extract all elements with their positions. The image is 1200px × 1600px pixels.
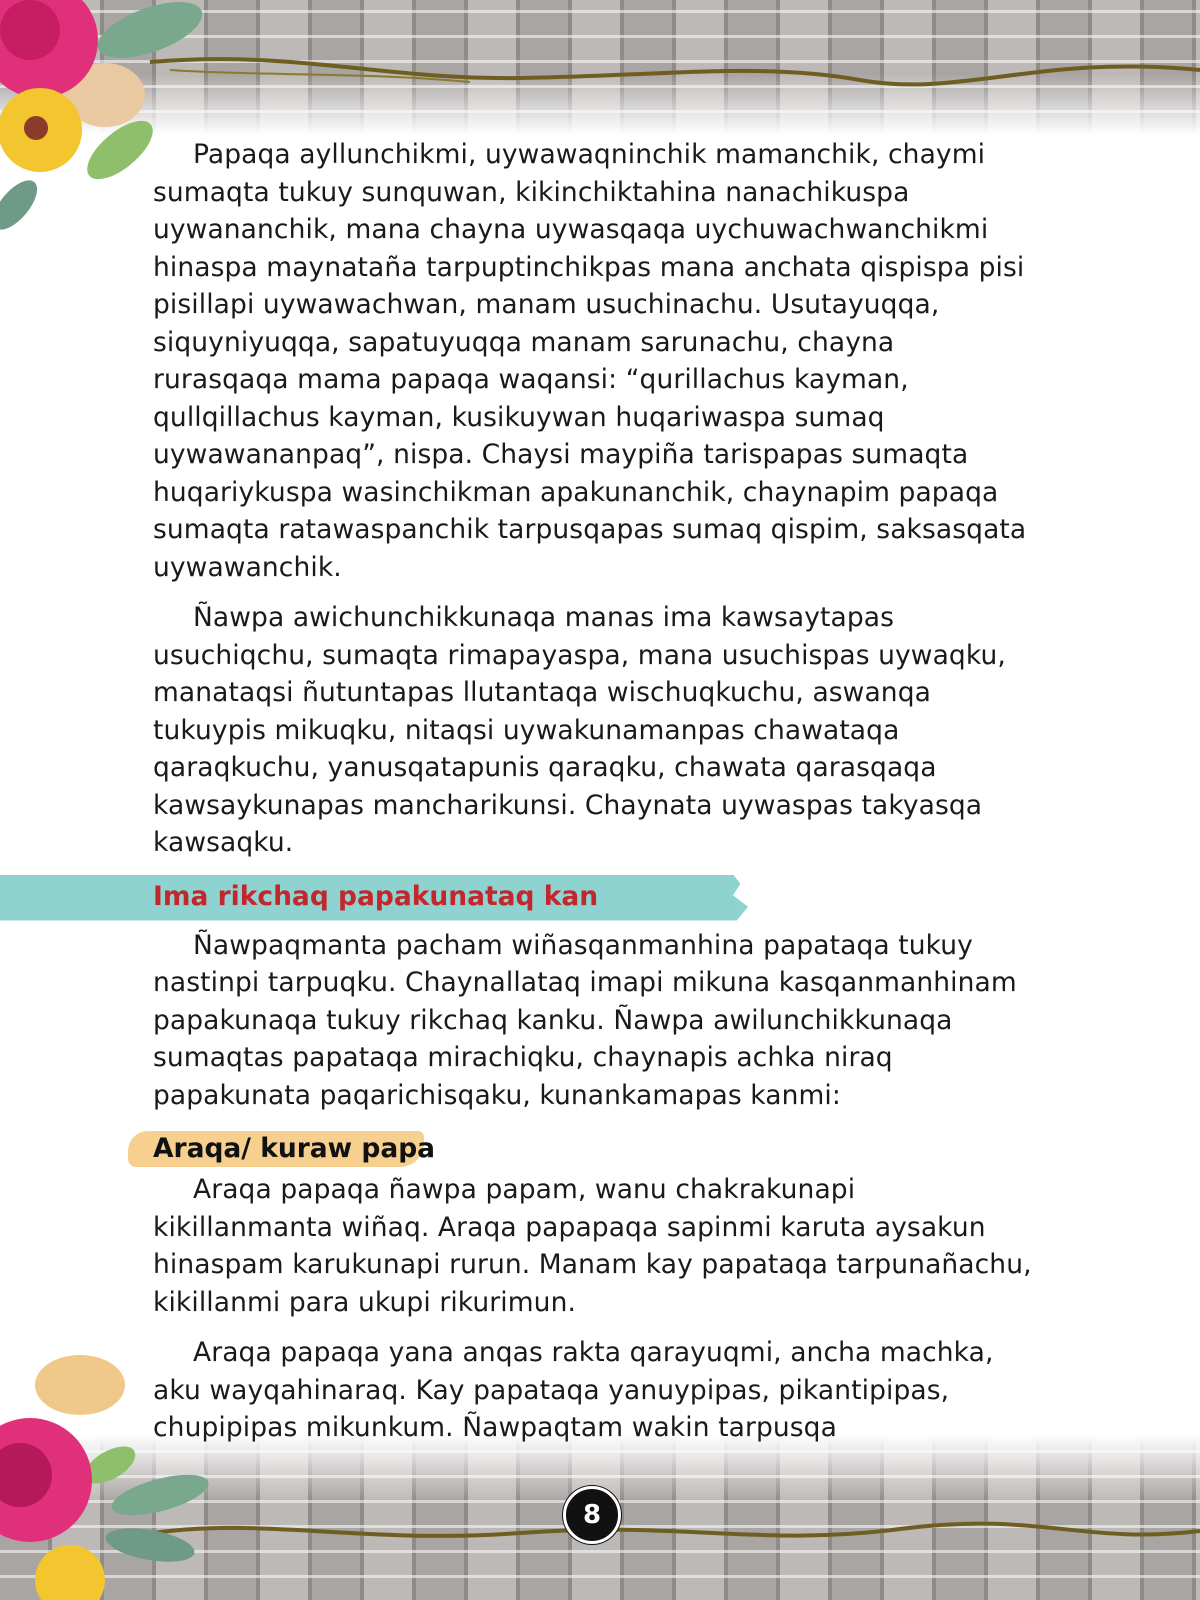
- section-heading-band: [153, 875, 1033, 921]
- paragraph: Araqa papaqa ñawpa papam, wanu chakrakunapi kikillanmanta wiñaq. Araqa papapaqa sapinmi karuta aysakun hinaspam karukunapi rurun. Manam kay papataqa tarpunañachu, kikillanmi para ukupi rikurimun.: [153, 1174, 1032, 1318]
- paragraph: Papaqa ayllunchikmi, uywawaqninchik mamanchik, chaymi sumaqta tukuy sunquwan, kikinchiktahina nanachikuspa uywananchik, mana chayna uywasqaqa uychuwachwanchikmi hinaspa maynataña tarpuptinchikpas mana anchata qispispa pisi pisillapi uywawachwan, manam usuchinachu. Usutayuqqa, siquyniyuqqa, sapatuyuqqa manam sarunachu, chayna rurasqaqa mama papaqa waqansi: “qurillachus kayman, qullqillachus kayman, kusikuywan huqariwaspa sumaq uywawananpaq”, nispa. Chaysi maypiña tarispapas sumaqta huqariykuspa wasinchikman apakunanchik, chaynapim papaqa sumaqta ratawaspanchik tarpusqapas sumaq qispim, saksasqata uywawanchik.: [153, 139, 1027, 583]
- section-heading: Ima rikchaq papakunataq kan: [153, 880, 599, 912]
- page-number-badge: 8: [563, 1486, 621, 1544]
- sub-heading: Araqa/ kuraw papa: [153, 1133, 436, 1164]
- paragraph: Araqa papaqa yana anqas rakta qarayuqmi, ancha machka, aku wayqahinaraq. Kay papataqa yanuypipas, pikantipipas, chupipipas mikunkum. Ñawpaqtam wakin tarpusqa: [153, 1337, 994, 1443]
- page-content: [153, 136, 1033, 1460]
- sub-heading-block: [153, 1127, 1033, 1171]
- paragraph: Ñawpaqmanta pacham wiñasqanmanhina papataqa tukuy nastinpi tarpuqku. Chaynallataq imapi mikuna kasqanmanhinam papakunaqa tukuy rikchaq kanku. Ñawpa awilunchikkunaqa sumaqtas papataqa mirachiqku, chaynapis achka niraq papakunata paqarichisqaku, kunankamapas kanmi:: [153, 929, 1017, 1111]
- paragraph: Ñawpa awichunchikkunaqa manas ima kawsaytapas usuchiqchu, sumaqta rimapayaspa, mana usuchispas uywaqku, manataqsi ñutuntapas llutantaqa wischuqkuchu, aswanqa tukuypis mikuqku, nitaqsi uywakunamanpas chawataqa qaraqkuchu, yanusqatapunis qaraqku, chawata qarasqaqa kawsaykunapas mancharikunsi. Chaynata uywaspas takyasqa kawsaqku.: [153, 602, 1006, 858]
